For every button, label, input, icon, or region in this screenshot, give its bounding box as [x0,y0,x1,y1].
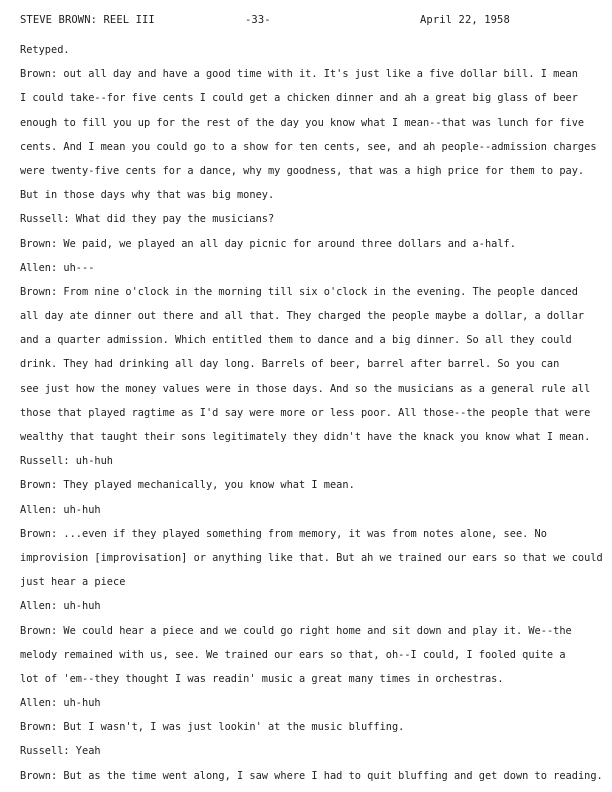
speaker-label: Russell: [20,455,70,468]
line-text: lot of 'em--they thought I was readin' music a great many times in orchestras. [20,672,504,685]
header-title: STEVE BROWN: REEL III [20,14,155,26]
line-text: Yeah [69,745,101,758]
line-text: improvision [improvisation] or anything like that. But ah we trained our ears so that we could [20,551,603,564]
transcript-body [20,38,608,788]
transcript-line [20,522,608,546]
transcript-line [20,159,608,183]
transcript-line [20,594,608,618]
transcript-line [20,183,608,207]
transcript-line [20,86,608,110]
line-text: drink. They had drinking all day long. Barrels of beer, barrel after barrel. So you can [20,358,560,371]
speaker-label: Brown: [20,237,58,250]
transcript-line [20,715,608,739]
speaker-label: Russell: [20,213,70,226]
line-text: out all day and have a good time with it. It's just like a five dollar bill. I mean [57,68,578,81]
transcript-line [20,498,608,522]
line-text: We paid, we played an all day picnic for around three dollars and a-half. [57,237,516,250]
speaker-label: Brown: [20,68,58,81]
page-number: -33- [245,14,271,26]
speaker-label: Brown: [20,624,58,637]
transcript-line [20,207,608,231]
transcript-line [20,232,608,256]
transcript-line [20,667,608,691]
header-date: April 22, 1958 [420,14,510,26]
line-text: ...even if they played something from memory, it was from notes alone, see. No [57,527,547,540]
transcript-line [20,111,608,135]
transcript-line [20,619,608,643]
transcript-line [20,328,608,352]
transcript-line [20,304,608,328]
line-text: From nine o'clock in the morning till six o'clock in the evening. The people danced [57,285,578,298]
line-text: cents. And I mean you could go to a show for ten cents, see, and ah people--admission charges [20,140,597,153]
transcript-line [20,691,608,715]
line-text: But as the time went along, I saw where I had to quit bluffing and get down to reading. [57,769,603,782]
line-text: those that played ragtime as I'd say were more or less poor. All those--the people that were [20,406,591,419]
line-text: wealthy that taught their sons legitimately they didn't have the knack you know what I mean. [20,431,591,443]
line-text: uh--- [57,261,95,274]
transcript-line [20,38,608,62]
speaker-label: Brown: [20,285,58,298]
transcript-line [20,401,608,425]
transcript-line [20,546,608,570]
line-text: uh-huh [69,455,114,468]
transcript-line [20,739,608,763]
line-text: see just how the money values were in those days. And so the musicians as a general rule all [20,382,591,395]
transcript-line [20,425,608,449]
line-text: I could take--for five cents I could get a chicken dinner and ah a great big glass of beer [20,92,578,105]
line-text: But I wasn't, I was just lookin' at the music bluffing. [57,721,405,734]
speaker-label: Brown: [20,721,58,734]
line-text: uh-huh [57,600,101,613]
transcript-line [20,764,608,788]
line-text: But in those days why that was big money. [20,189,275,202]
transcript-line [20,449,608,473]
transcript-line [20,352,608,376]
line-text: enough to fill you up for the rest of the day you know what I mean--that was lunch for five [20,116,585,129]
transcript-line [20,643,608,667]
line-text: We could hear a piece and we could go right home and sit down and play it. We--the [57,624,572,637]
page-header [20,14,600,28]
line-text: all day ate dinner out there and all that. They charged the people maybe a dollar, a dollar [20,310,585,323]
transcript-line [20,280,608,304]
speaker-label: Allen: [20,503,58,516]
line-text: Retyped. [20,44,70,56]
line-text: and a quarter admission. Which entitled them to dance and a big dinner. So all they could [20,334,572,347]
line-text: were twenty-five cents for a dance, why my goodness, that was a high price for them to pay. [20,164,585,177]
line-text: They played mechanically, you know what I mean. [57,479,355,492]
transcript-line [20,377,608,401]
transcript-line [20,570,608,594]
speaker-label: Brown: [20,769,58,782]
line-text: just hear a piece [20,576,126,589]
transcript-line [20,473,608,497]
speaker-label: Russell: [20,745,70,758]
speaker-label: Allen: [20,261,58,274]
transcript-line [20,62,608,86]
line-text: melody remained with us, see. We trained our ears so that, oh--I could, I fooled quite a [20,648,566,661]
speaker-label: Brown: [20,479,58,492]
line-text: uh-huh [57,697,101,710]
speaker-label: Allen: [20,697,58,710]
transcript-line [20,256,608,280]
speaker-label: Allen: [20,600,58,613]
line-text: What did they pay the musicians? [69,213,275,226]
transcript-line [20,135,608,159]
line-text: uh-huh [57,503,101,516]
speaker-label: Brown: [20,527,58,540]
